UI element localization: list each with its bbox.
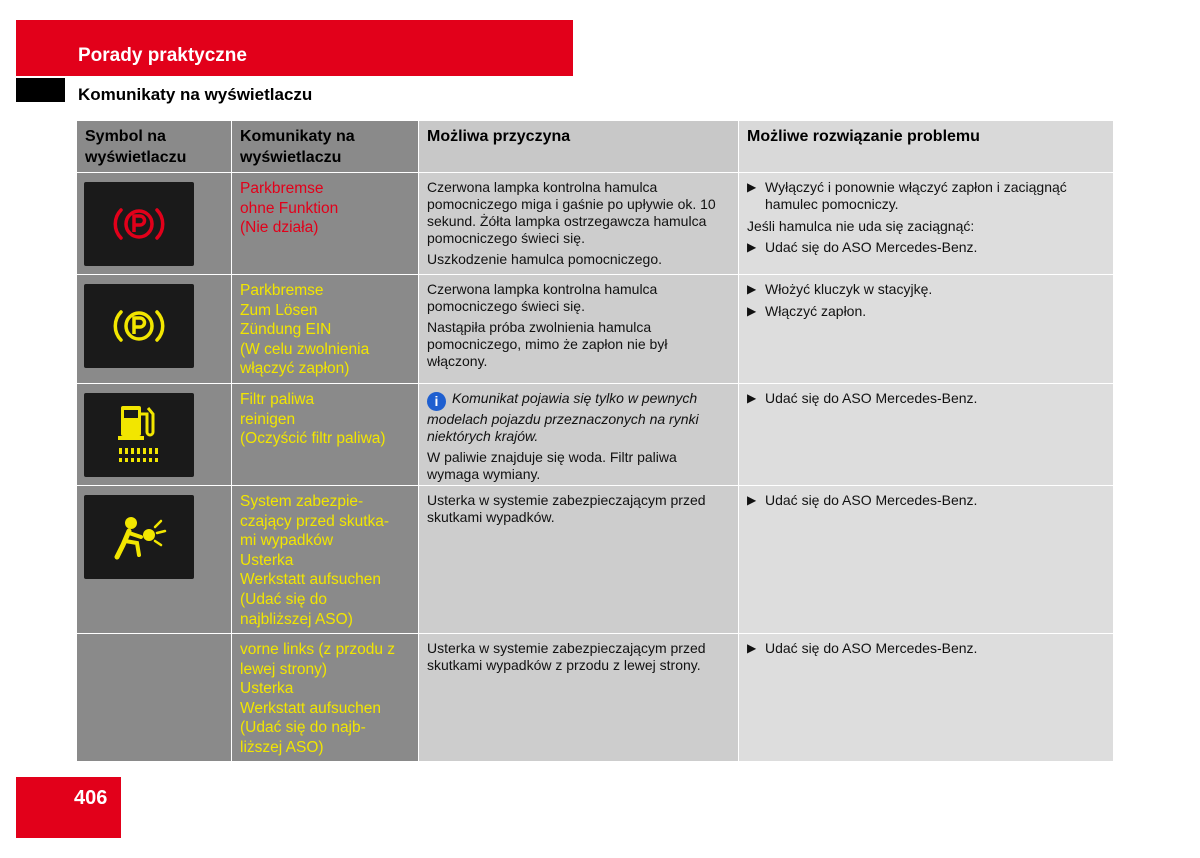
table-row-symbol [77, 275, 231, 383]
table-row-message: Parkbremse ohne Funktion (Nie działa) [232, 173, 418, 274]
table-row-symbol [77, 634, 231, 761]
table-row-cause [419, 634, 738, 761]
section-title: Porady praktyczne [78, 45, 247, 66]
solution-step: ▶ Udać się do ASO Mercedes-Benz. [747, 239, 978, 255]
header-marker [16, 78, 65, 102]
table-row-cause [419, 384, 738, 485]
cause-text: Uszkodzenie hamulca pomocniczego. [427, 251, 663, 267]
table-row-symbol [77, 384, 231, 485]
solution-step: ▶ Włączyć zapłon. [747, 303, 867, 319]
arrow-right-icon: ▶ [747, 493, 757, 507]
solution-note: Jeśli hamulca nie uda się zaciągnąć: [747, 218, 975, 234]
table-row-message: Parkbremse Zum Lösen Zündung EIN (W celu zwolnienia włączyć zapłon) [232, 275, 418, 383]
cause-text: Czerwona lampka kontrolna hamulca pomocniczego świeci się. [427, 281, 658, 314]
cause-text: Nastąpiła próba zwolnienia hamulca pomocniczego, mimo że zapłon nie był włączony. [427, 319, 668, 369]
table-row-cause [419, 173, 738, 274]
column-header-solution: Możliwe rozwiązanie problemu [739, 121, 1113, 172]
table-row-symbol [77, 173, 231, 274]
table-row-solution [739, 173, 1113, 274]
cause-text: Usterka w systemie zabezpieczającym przed skutkami wypadków z przodu z lewej strony. [427, 640, 706, 673]
arrow-right-icon: ▶ [747, 304, 757, 318]
messages-table [77, 121, 1111, 761]
cause-text: Usterka w systemie zabezpieczającym przed skutkami wypadków. [427, 492, 706, 525]
table-row-solution [739, 486, 1113, 633]
column-header-symbol: Symbol na wyświetlaczu [77, 121, 231, 172]
table-row-solution [739, 384, 1113, 485]
solution-step: ▶ Udać się do ASO Mercedes-Benz. [747, 492, 978, 508]
table-row-symbol [77, 486, 231, 633]
table-row-solution [739, 275, 1113, 383]
table-row-solution [739, 634, 1113, 761]
info-icon: i [427, 392, 446, 411]
fuel-filter-icon [84, 393, 194, 477]
solution-step: ▶ Udać się do ASO Mercedes-Benz. [747, 390, 978, 406]
arrow-right-icon: ▶ [747, 180, 757, 194]
table-row-cause [419, 486, 738, 633]
column-header-cause: Możliwa przyczyna [419, 121, 738, 172]
arrow-right-icon: ▶ [747, 641, 757, 655]
table-row-message: vorne links (z przodu z lewej strony) Usterka Werkstatt aufsuchen (Udać się do najb- liższej ASO) [232, 634, 418, 761]
solution-step: ▶ Udać się do ASO Mercedes-Benz. [747, 640, 978, 656]
section-header [16, 20, 573, 76]
airbag-icon [84, 495, 194, 579]
page-number: 406 [74, 787, 108, 809]
cause-text: W paliwie znajduje się woda. Filtr paliwa wymaga wymiany. [427, 449, 677, 482]
table-row-cause [419, 275, 738, 383]
arrow-right-icon: ▶ [747, 282, 757, 296]
parking-brake-red-icon [84, 182, 194, 266]
solution-step: ▶ Włożyć kluczyk w stacyjkę. [747, 281, 933, 297]
arrow-right-icon: ▶ [747, 391, 757, 405]
cause-note: i Komunikat pojawia się tylko w pewnych modelach pojazdu przeznaczonych na rynki niektórych krajów. [427, 390, 699, 444]
parking-brake-yellow-icon [84, 284, 194, 368]
column-header-message: Komunikaty na wyświetlaczu [232, 121, 418, 172]
table-row-message: System zabezpie- czający przed skutka- mi wypadków Usterka Werkstatt aufsuchen (Udać się do najbliższej ASO) [232, 486, 418, 633]
solution-step: ▶ Wyłączyć i ponownie włączyć zapłon i zaciągnąć hamulec pomocniczy. [747, 179, 1067, 212]
page-number-tab [16, 777, 121, 838]
table-row-message: Filtr paliwa reinigen (Oczyścić filtr paliwa) [232, 384, 418, 485]
cause-text: Czerwona lampka kontrolna hamulca pomocniczego miga i gaśnie po upływie ok. 10 sekund. Żółta lampka ostrzegawcza hamulca pomocniczego świeci się. [427, 179, 716, 246]
arrow-right-icon: ▶ [747, 240, 757, 254]
page-subtitle: Komunikaty na wyświetlaczu [78, 85, 313, 104]
